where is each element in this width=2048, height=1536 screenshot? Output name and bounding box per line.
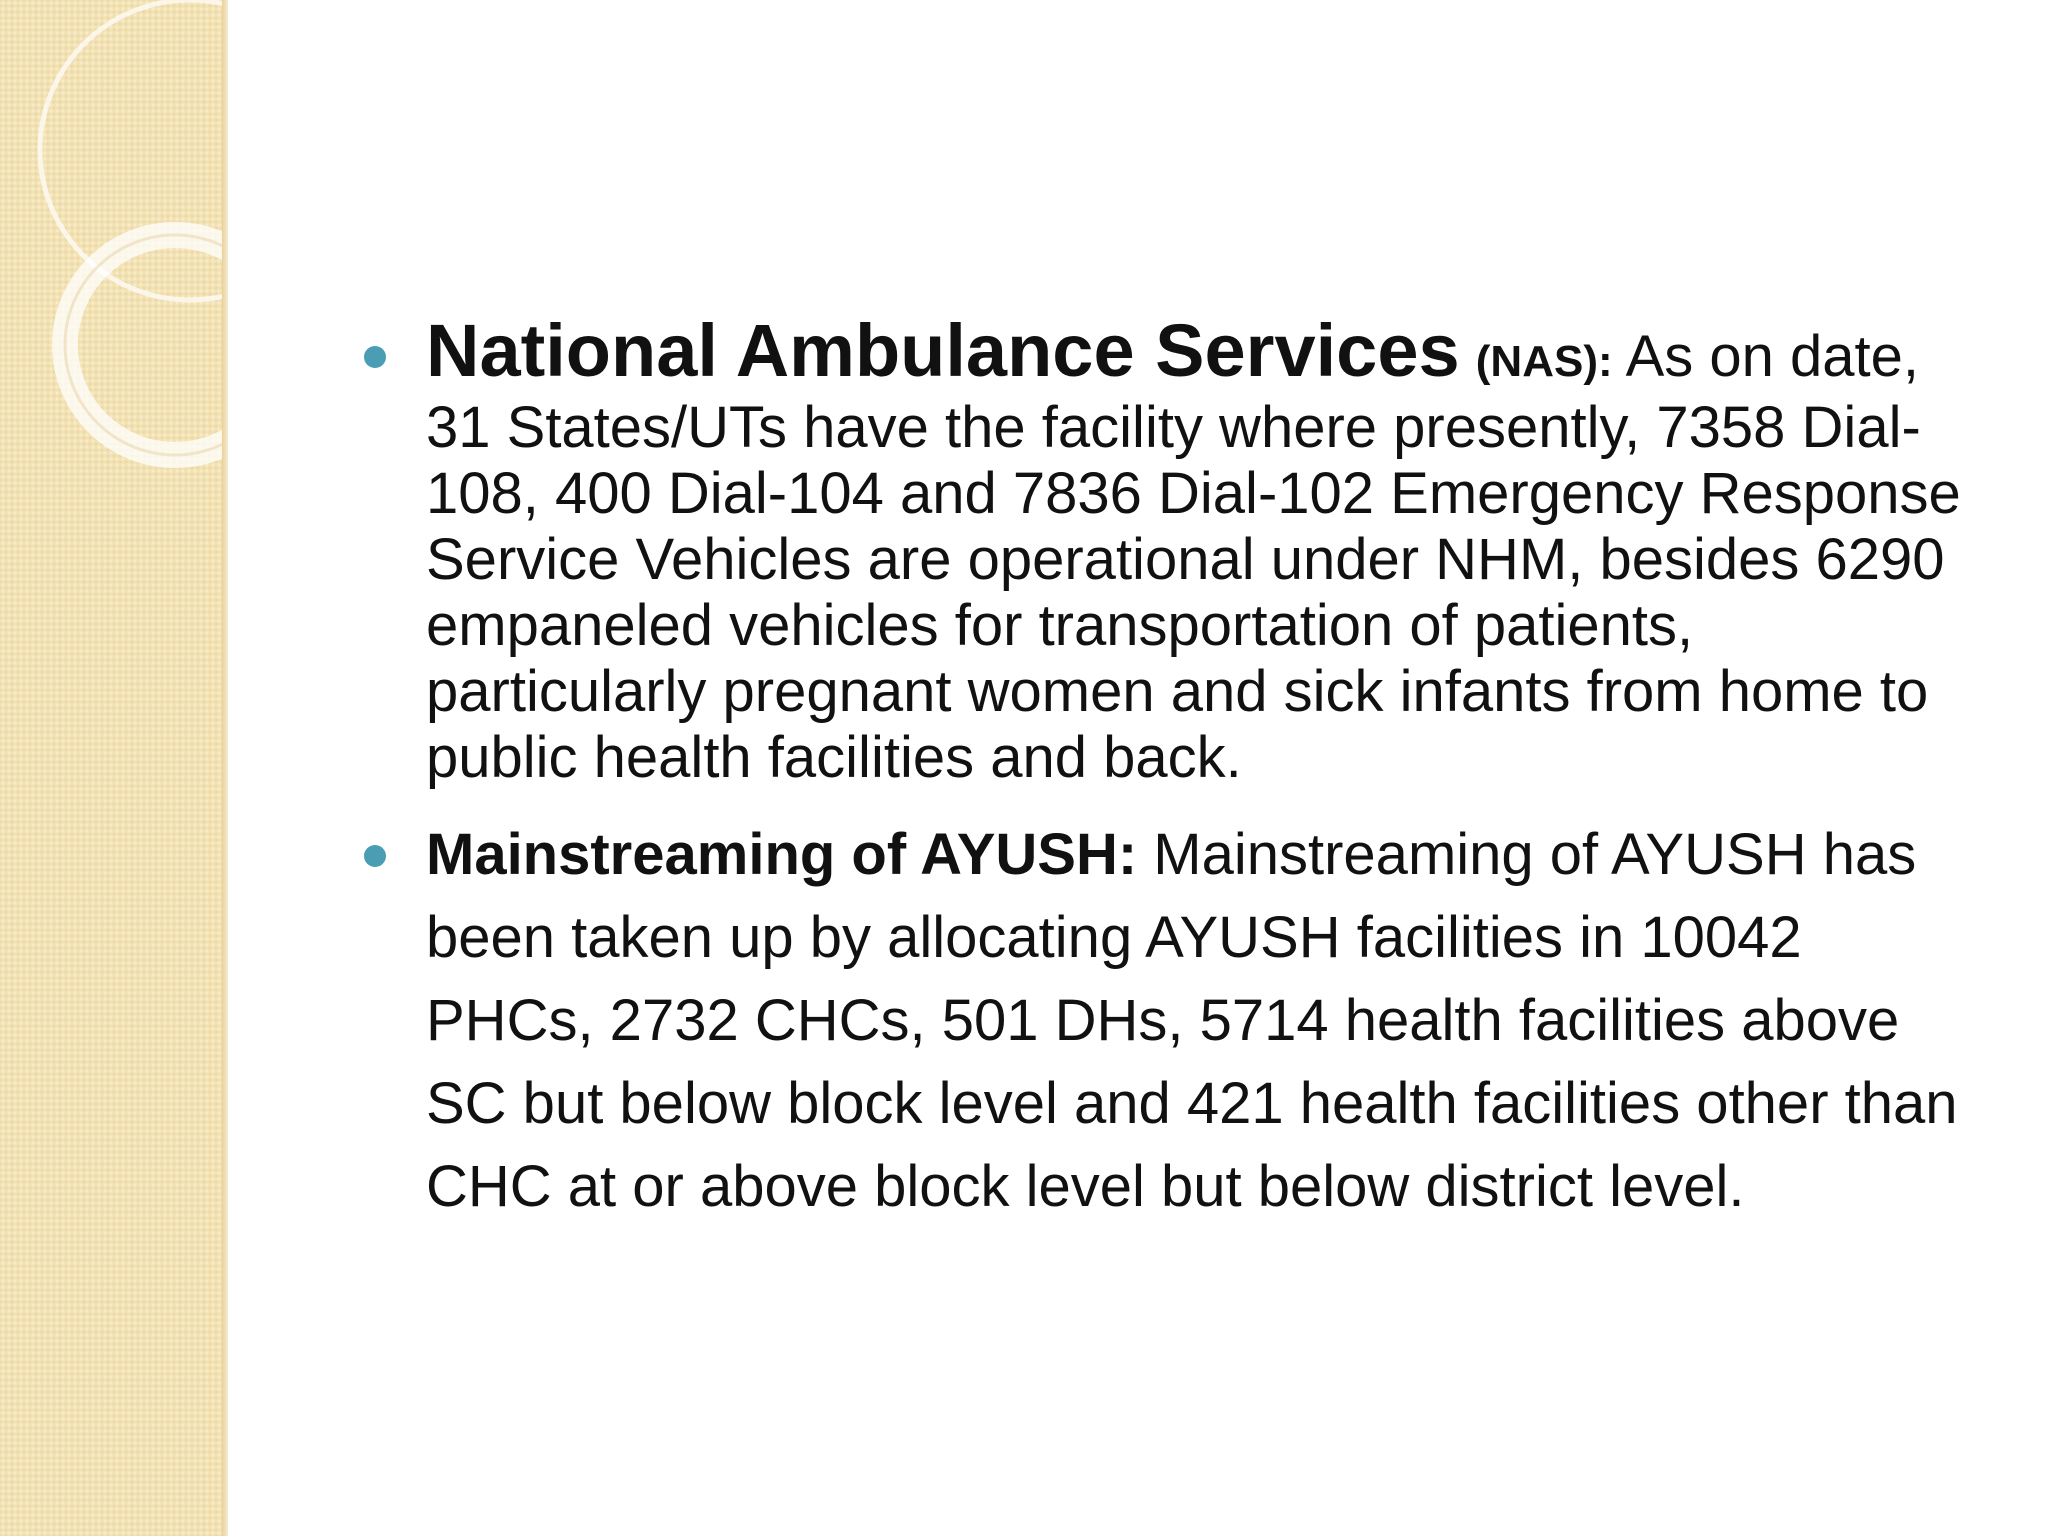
side-band-edge [222, 0, 228, 1536]
bullet-heading-abbreviation: (NAS): [1475, 337, 1613, 386]
bullet-heading: Mainstreaming of AYUSH: [426, 822, 1138, 887]
bullet-item-nas [352, 309, 1972, 791]
slide-content [352, 309, 1972, 1228]
bullet-text: As on date, 31 States/UTs have the facility where presently, 7358 Dial-108, 400 Dial-104 and 7836 Dial-102 Emergency Response Service Vehicles are operational under NHM, besides 6290 empaneled vehicles for transportation of patients, particularly pregnant women and sick infants from home to public health facilities and back. [426, 324, 1961, 790]
bullet-dot-icon [364, 845, 386, 867]
bullet-item-ayush [352, 813, 1972, 1228]
bullet-text: Mainstreaming of AYUSH has been taken up by allocating AYUSH facilities in 10042 PHCs, 2732 CHCs, 501 DHs, 5714 health facilities above SC but below block level and 421 health facilities other than CHC at or above block level but below district level. [426, 822, 1958, 1219]
decorative-rings [0, 0, 228, 1536]
bullet-dot-icon [364, 346, 386, 368]
bullet-heading: National Ambulance Services [426, 309, 1460, 392]
decorative-side-band [0, 0, 228, 1536]
